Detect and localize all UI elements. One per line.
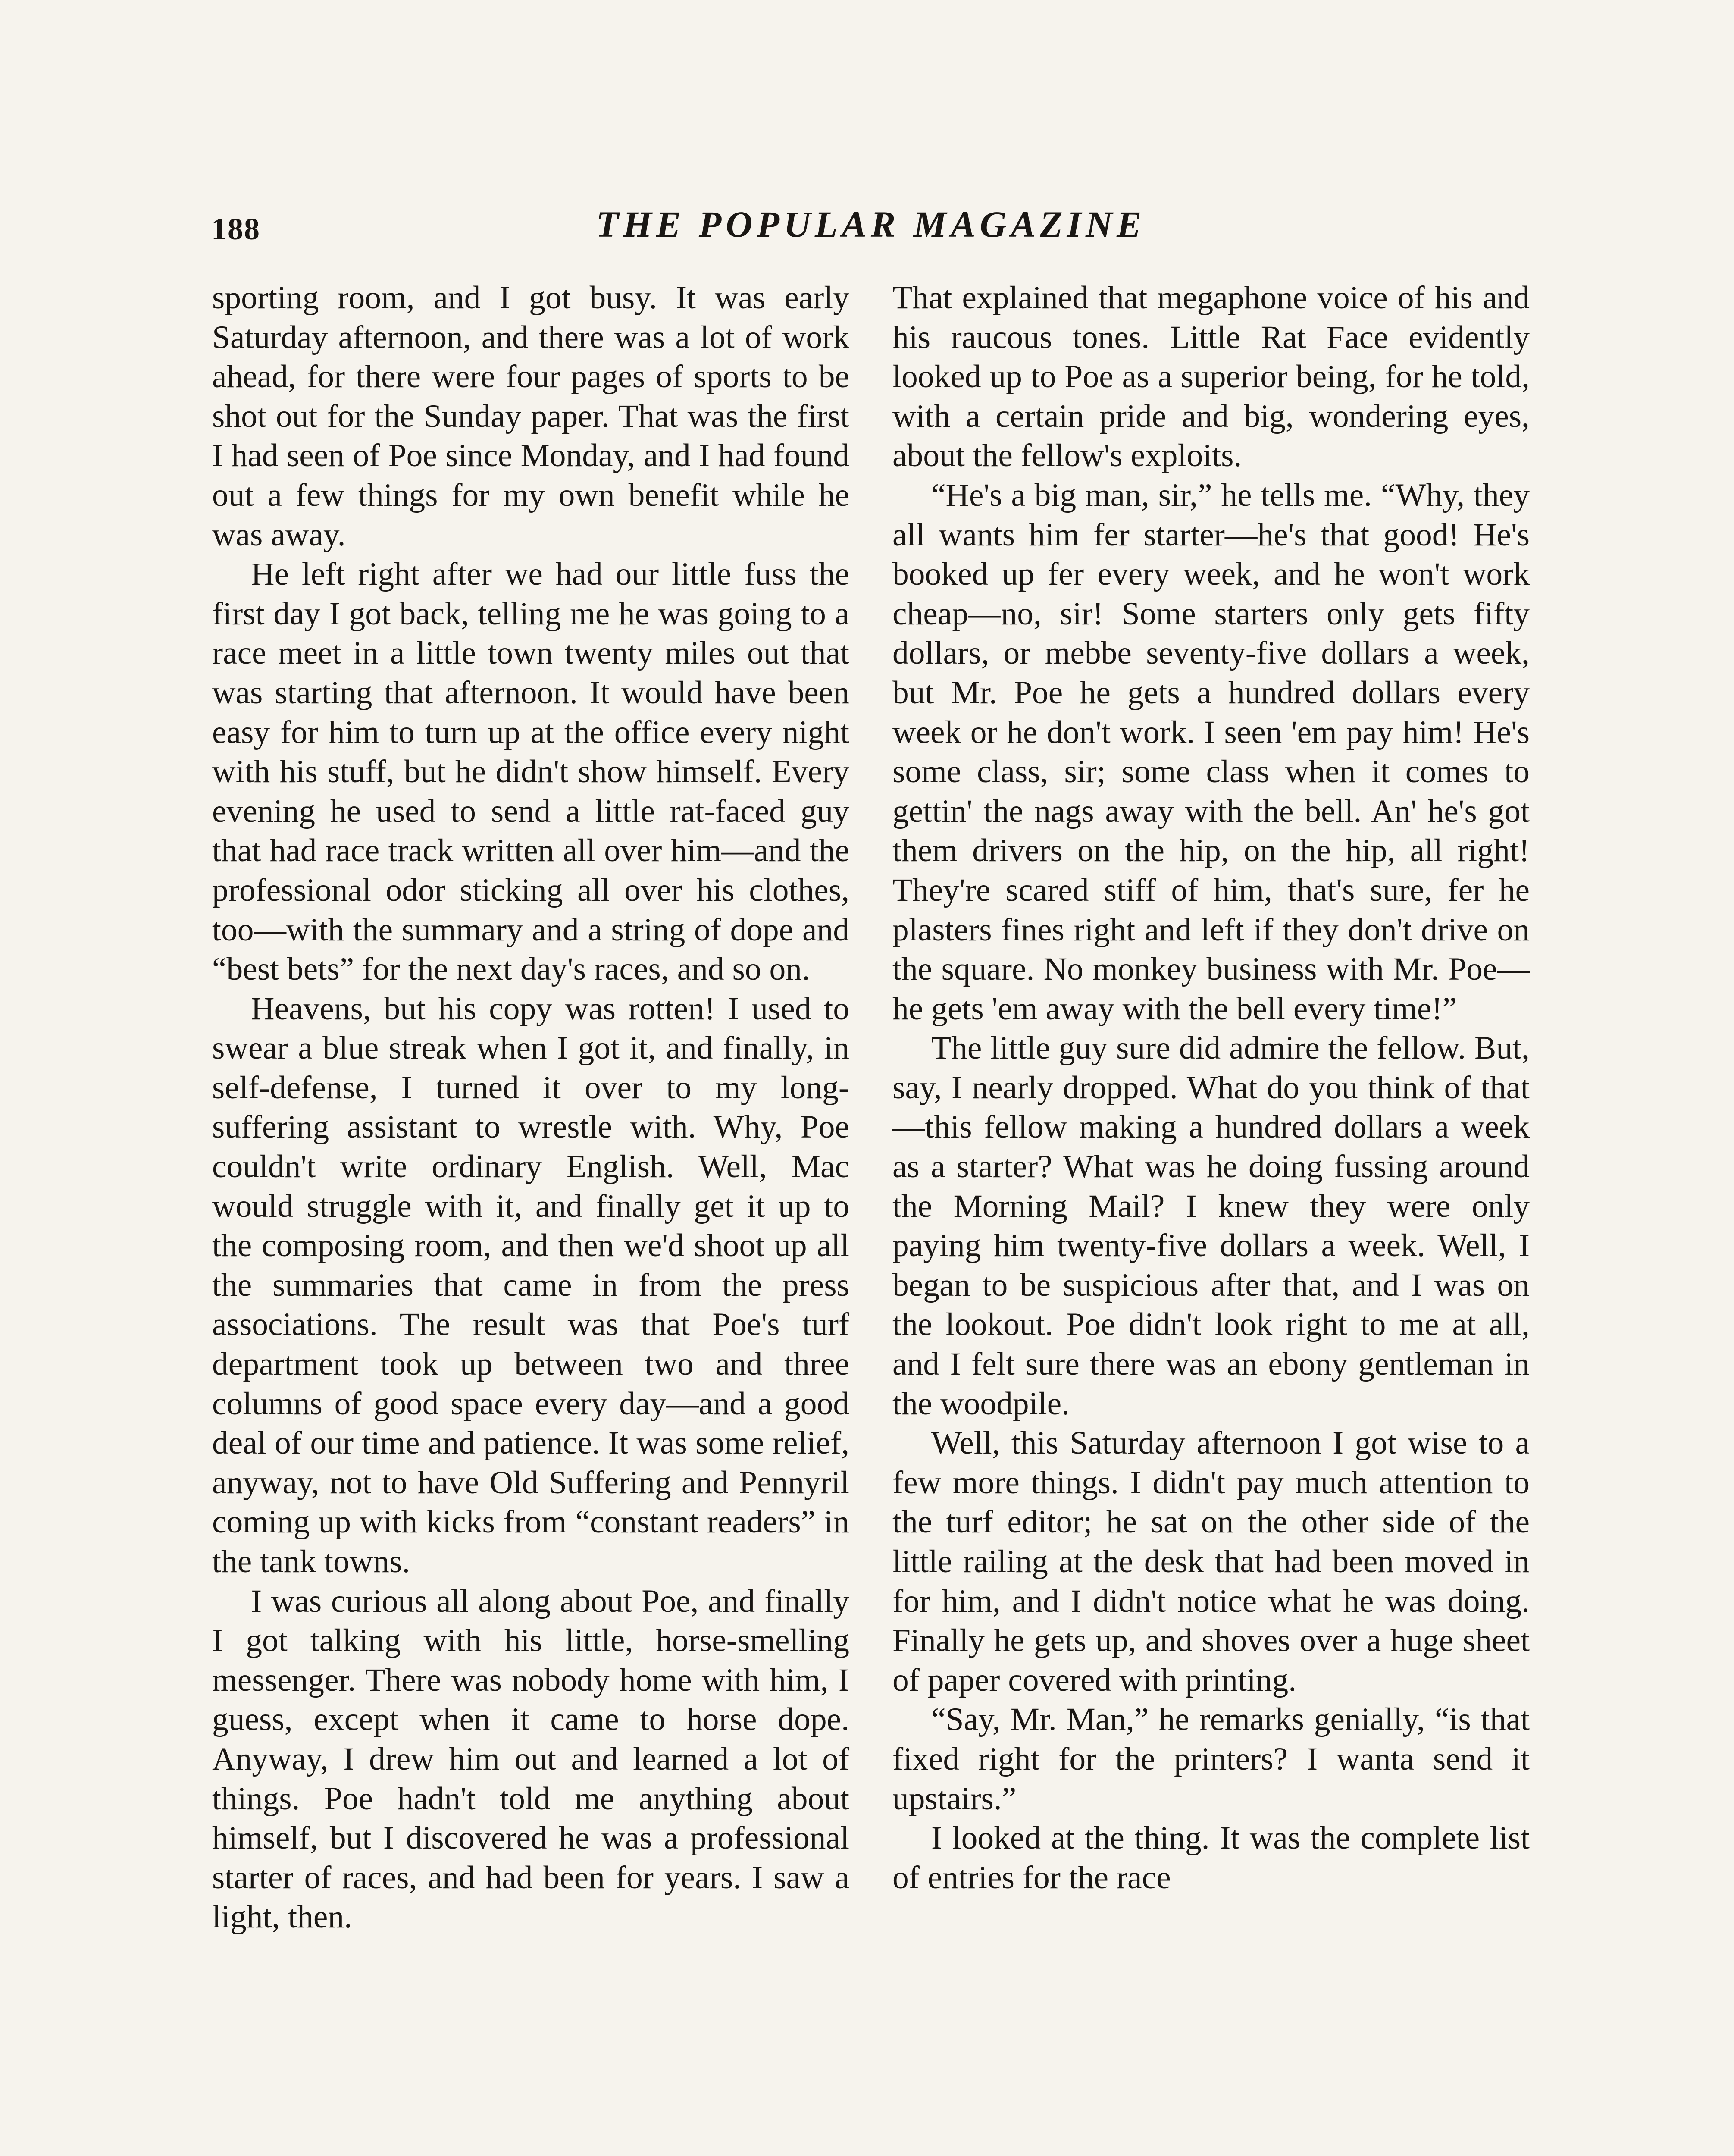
page-number: 188 <box>211 212 260 246</box>
paragraph: That explained that megaphone voice of his and his raucous tones. Little Rat Face evidently looked up to Poe as a superior being, for he told, with a certain pride and big, wondering eyes, about the fellow's exploits. <box>892 280 1530 474</box>
paragraph: “Say, Mr. Man,” he remarks genially, “is that fixed right for the printers? I wanta send it upstairs.” <box>892 1702 1530 1817</box>
paragraph: “He's a big man, sir,” he tells me. “Why, they all wants him fer starter—he's that good! He's booked up fer every week, and he won't work cheap—no, sir! Some starters only gets fifty dollars, or mebbe seventy-five dollars a week, but Mr. Poe he gets a hundred dollars every week or he don't work. I seen 'em pay him! He's some class, sir; some class when it comes to gettin' the nags away with the bell. An' he's got them drivers on the hip, on the hip, all right! They're scared stiff of him, that's sure, fer he plasters fines right and left if they don't drive on the square. No monkey business with Mr. Poe—he gets 'em away with the bell every time!” <box>892 477 1530 1027</box>
paragraph: Well, this Saturday afternoon I got wise to a few more things. I didn't pay much attention to the turf editor; he sat on the other side of the little railing at the desk that had been moved in for him, and I didn't notice what he was doing. Finally he gets up, and shoves over a huge sheet of paper covered with printing. <box>892 1425 1530 1698</box>
right-column <box>892 278 1530 1897</box>
paragraph: I was curious all along about Poe, and finally I got talking with his little, horse-smelling messenger. There was nobody home with him, I guess, except when it came to horse dope. Anyway, I drew him out and learned a lot of things. Poe hadn't told me anything about himself, but I discovered he was a professional starter of races, and had been for years. I saw a light, then. <box>212 1583 849 1935</box>
paragraph: sporting room, and I got busy. It was early Saturday afternoon, and there was a lot of work ahead, for there were four pages of sports to be shot out for the Sunday paper. That was the first I had seen of Poe since Monday, and I had found out a few things for my own benefit while he was away. <box>212 280 849 553</box>
paragraph: He left right after we had our little fuss the first day I got back, telling me he was going to a race meet in a little town twenty miles out that was starting that afternoon. It would have been easy for him to turn up at the office every night with his stuff, but he didn't show himself. Every evening he used to send a little rat-faced guy that had race track written all over him—and the professional odor sticking all over his clothes, too—with the summary and a string of dope and “best bets” for the next day's races, and so on. <box>212 556 849 987</box>
paragraph: I looked at the thing. It was the complete list of entries for the race <box>892 1820 1530 1896</box>
left-column <box>212 278 849 1937</box>
paragraph: Heavens, but his copy was rotten! I used to swear a blue streak when I got it, and finally, in self-defense, I turned it over to my long-suffering assistant to wrestle with. Why, Poe couldn't write ordinary English. Well, Mac would struggle with it, and finally get it up to the composing room, and then we'd shoot up all the summaries that came in from the press associations. The result was that Poe's turf department took up between two and three columns of good space every day—and a good deal of our time and patience. It was some relief, anyway, not to have Old Suffering and Pennyril coming up with kicks from “constant readers” in the tank towns. <box>212 990 849 1579</box>
running-title: THE POPULAR MAGAZINE <box>596 204 1146 245</box>
paragraph: The little guy sure did admire the fellow. But, say, I nearly dropped. What do you think of that—this fellow making a hundred dollars a week as a starter? What was he doing fussing around the Morning Mail? I knew they were only paying him twenty-five dollars a week. Well, I began to be suspicious after that, and I was on the lookout. Poe didn't look right to me at all, and I felt sure there was an ebony gentleman in the woodpile. <box>892 1030 1530 1422</box>
page-header <box>211 203 1531 259</box>
